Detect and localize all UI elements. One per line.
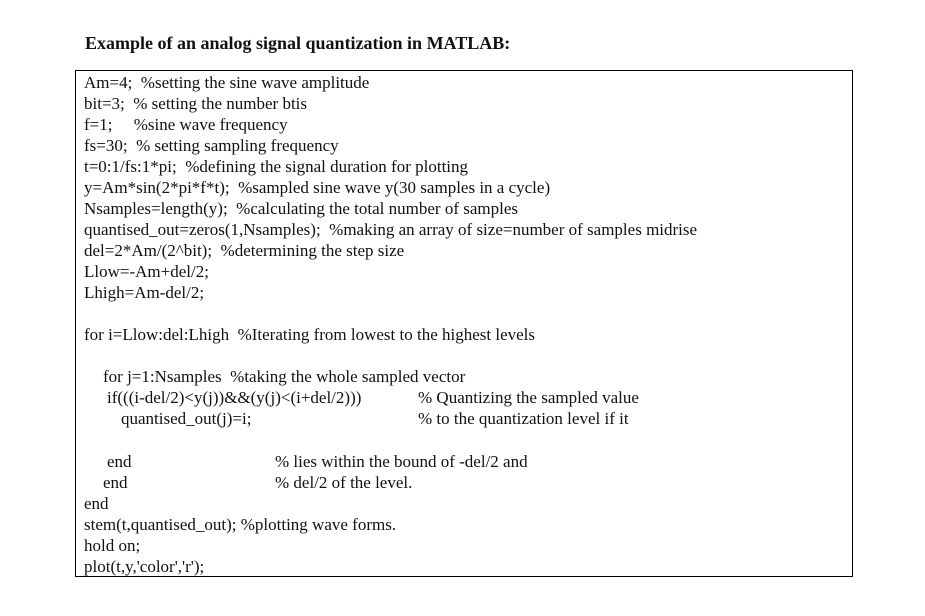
code-line-end-if: end xyxy=(107,452,132,471)
code-line-bit: bit=3; % setting the number btis xyxy=(84,94,308,113)
code-line-if-condition: if(((i-del/2)<y(j))&&(y(j)<(i+del/2))) xyxy=(107,388,362,407)
page-title: Example of an analog signal quantization in MATLAB: xyxy=(85,33,511,53)
code-line-lhigh: Lhigh=Am-del/2; xyxy=(84,283,205,302)
code-line-step-size: del=2*Am/(2^bit); %determining the step size xyxy=(84,241,405,260)
code-line-end-outer: end xyxy=(84,494,109,513)
code-line-plot: plot(t,y,'color','r'); xyxy=(84,557,205,576)
code-comment-level: % to the quantization level if it xyxy=(418,409,629,428)
code-line-inner-loop: for j=1:Nsamples %taking the whole sampled vector xyxy=(103,367,466,386)
code-line-amplitude: Am=4; %setting the sine wave amplitude xyxy=(84,73,370,92)
code-comment-del: % del/2 of the level. xyxy=(275,473,413,492)
code-line-outer-loop: for i=Llow:del:Lhigh %Iterating from lowest to the highest levels xyxy=(84,325,536,344)
code-comment-bound: % lies within the bound of -del/2 and xyxy=(275,452,528,471)
code-listing-box xyxy=(75,70,853,577)
code-line-nsamples: Nsamples=length(y); %calculating the total number of samples xyxy=(84,199,518,218)
code-line-quantised-init: quantised_out=zeros(1,Nsamples); %making an array of size=number of samples midrise xyxy=(84,220,698,239)
code-line-llow: Llow=-Am+del/2; xyxy=(84,262,209,281)
code-comment-quantizing: % Quantizing the sampled value xyxy=(418,388,639,407)
code-line-sine-wave: y=Am*sin(2*pi*f*t); %sampled sine wave y(30 samples in a cycle) xyxy=(84,178,551,197)
code-line-sampling-frequency: fs=30; % setting sampling frequency xyxy=(84,136,339,155)
code-line-frequency: f=1; %sine wave frequency xyxy=(84,115,288,134)
code-line-time-vector: t=0:1/fs:1*pi; %defining the signal duration for plotting xyxy=(84,157,469,176)
code-line-hold-on: hold on; xyxy=(84,536,141,555)
code-line-end-inner: end xyxy=(103,473,128,492)
code-line-stem: stem(t,quantised_out); %plotting wave forms. xyxy=(84,515,397,534)
code-line-assignment: quantised_out(j)=i; xyxy=(121,409,252,428)
